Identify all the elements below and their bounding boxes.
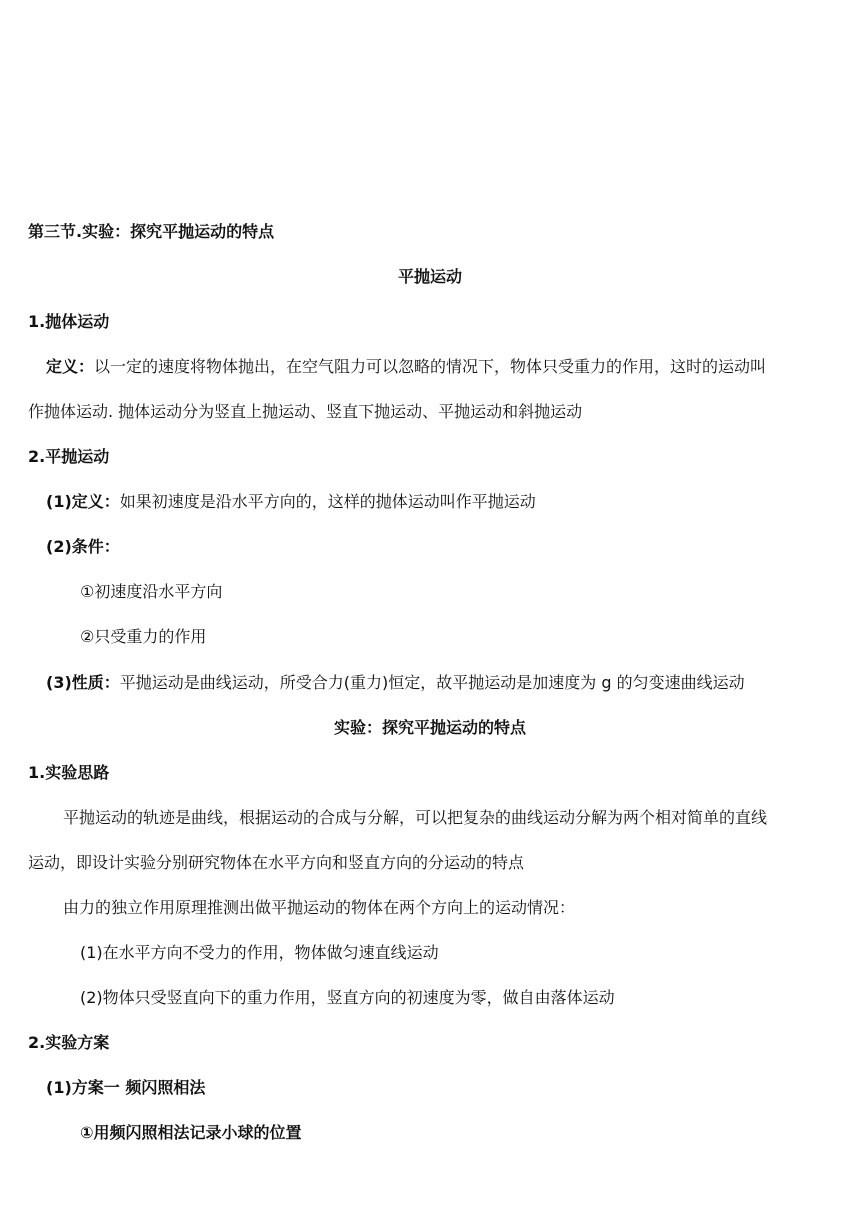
item-title-projectile: 1.抛体运动: [28, 312, 110, 331]
plan-1-title: (1)方案一 频闪照相法: [46, 1078, 206, 1097]
horizontal-definition-text: 如果初速度是沿水平方向的，这样的抛体运动叫作平抛运动: [119, 492, 536, 511]
horizontal-definition-line: [46, 492, 536, 512]
horizontal-definition-label: (1)定义：: [46, 492, 120, 511]
definition-text: 以一定的速度将物体抛出，在空气阻力可以忽略的情况下，物体只受重力的作用，这时的运动叫: [94, 357, 767, 376]
item-title-experiment-idea: 1.实验思路: [28, 763, 110, 782]
heading-projectile-motion: 平抛运动: [397, 267, 462, 286]
item-title-horizontal-projectile: 2.平抛运动: [28, 447, 110, 466]
condition-1: ①初速度沿水平方向: [80, 582, 223, 601]
conditions-label: (2)条件：: [46, 537, 120, 556]
property-text: 平抛运动是曲线运动，所受合力(重力)恒定，故平抛运动是加速度为 g 的匀变速曲线运动: [119, 673, 745, 692]
condition-2: ②只受重力的作用: [80, 627, 207, 646]
heading-experiment: 实验：探究平抛运动的特点: [333, 718, 526, 737]
definition-line: [46, 357, 766, 377]
section-title: 第三节.实验：探究平抛运动的特点: [28, 222, 275, 241]
property-label: (3)性质：: [46, 673, 120, 692]
idea-paragraph-2: 由力的独立作用原理推测出做平抛运动的物体在两个方向上的运动情况：: [63, 898, 576, 917]
idea-paragraph-1-continued: 运动，即设计实验分别研究物体在水平方向和竖直方向的分运动的特点: [28, 853, 525, 872]
definition-label: 定义：: [46, 357, 95, 376]
item-title-experiment-plan: 2.实验方案: [28, 1033, 110, 1052]
idea-sub-point-2: (2)物体只受竖直向下的重力作用，竖直方向的初速度为零，做自由落体运动: [80, 988, 615, 1007]
idea-sub-point-1: (1)在水平方向不受力的作用，物体做匀速直线运动: [80, 943, 439, 962]
plan-1-step-1: ①用频闪照相法记录小球的位置: [80, 1123, 302, 1142]
definition-text-continued: 作抛体运动. 抛体运动分为竖直上抛运动、竖直下抛运动、平抛运动和斜抛运动: [28, 402, 583, 421]
property-line: [46, 673, 745, 693]
idea-paragraph-1: 平抛运动的轨迹是曲线，根据运动的合成与分解，可以把复杂的曲线运动分解为两个相对简单的直线: [63, 808, 768, 827]
